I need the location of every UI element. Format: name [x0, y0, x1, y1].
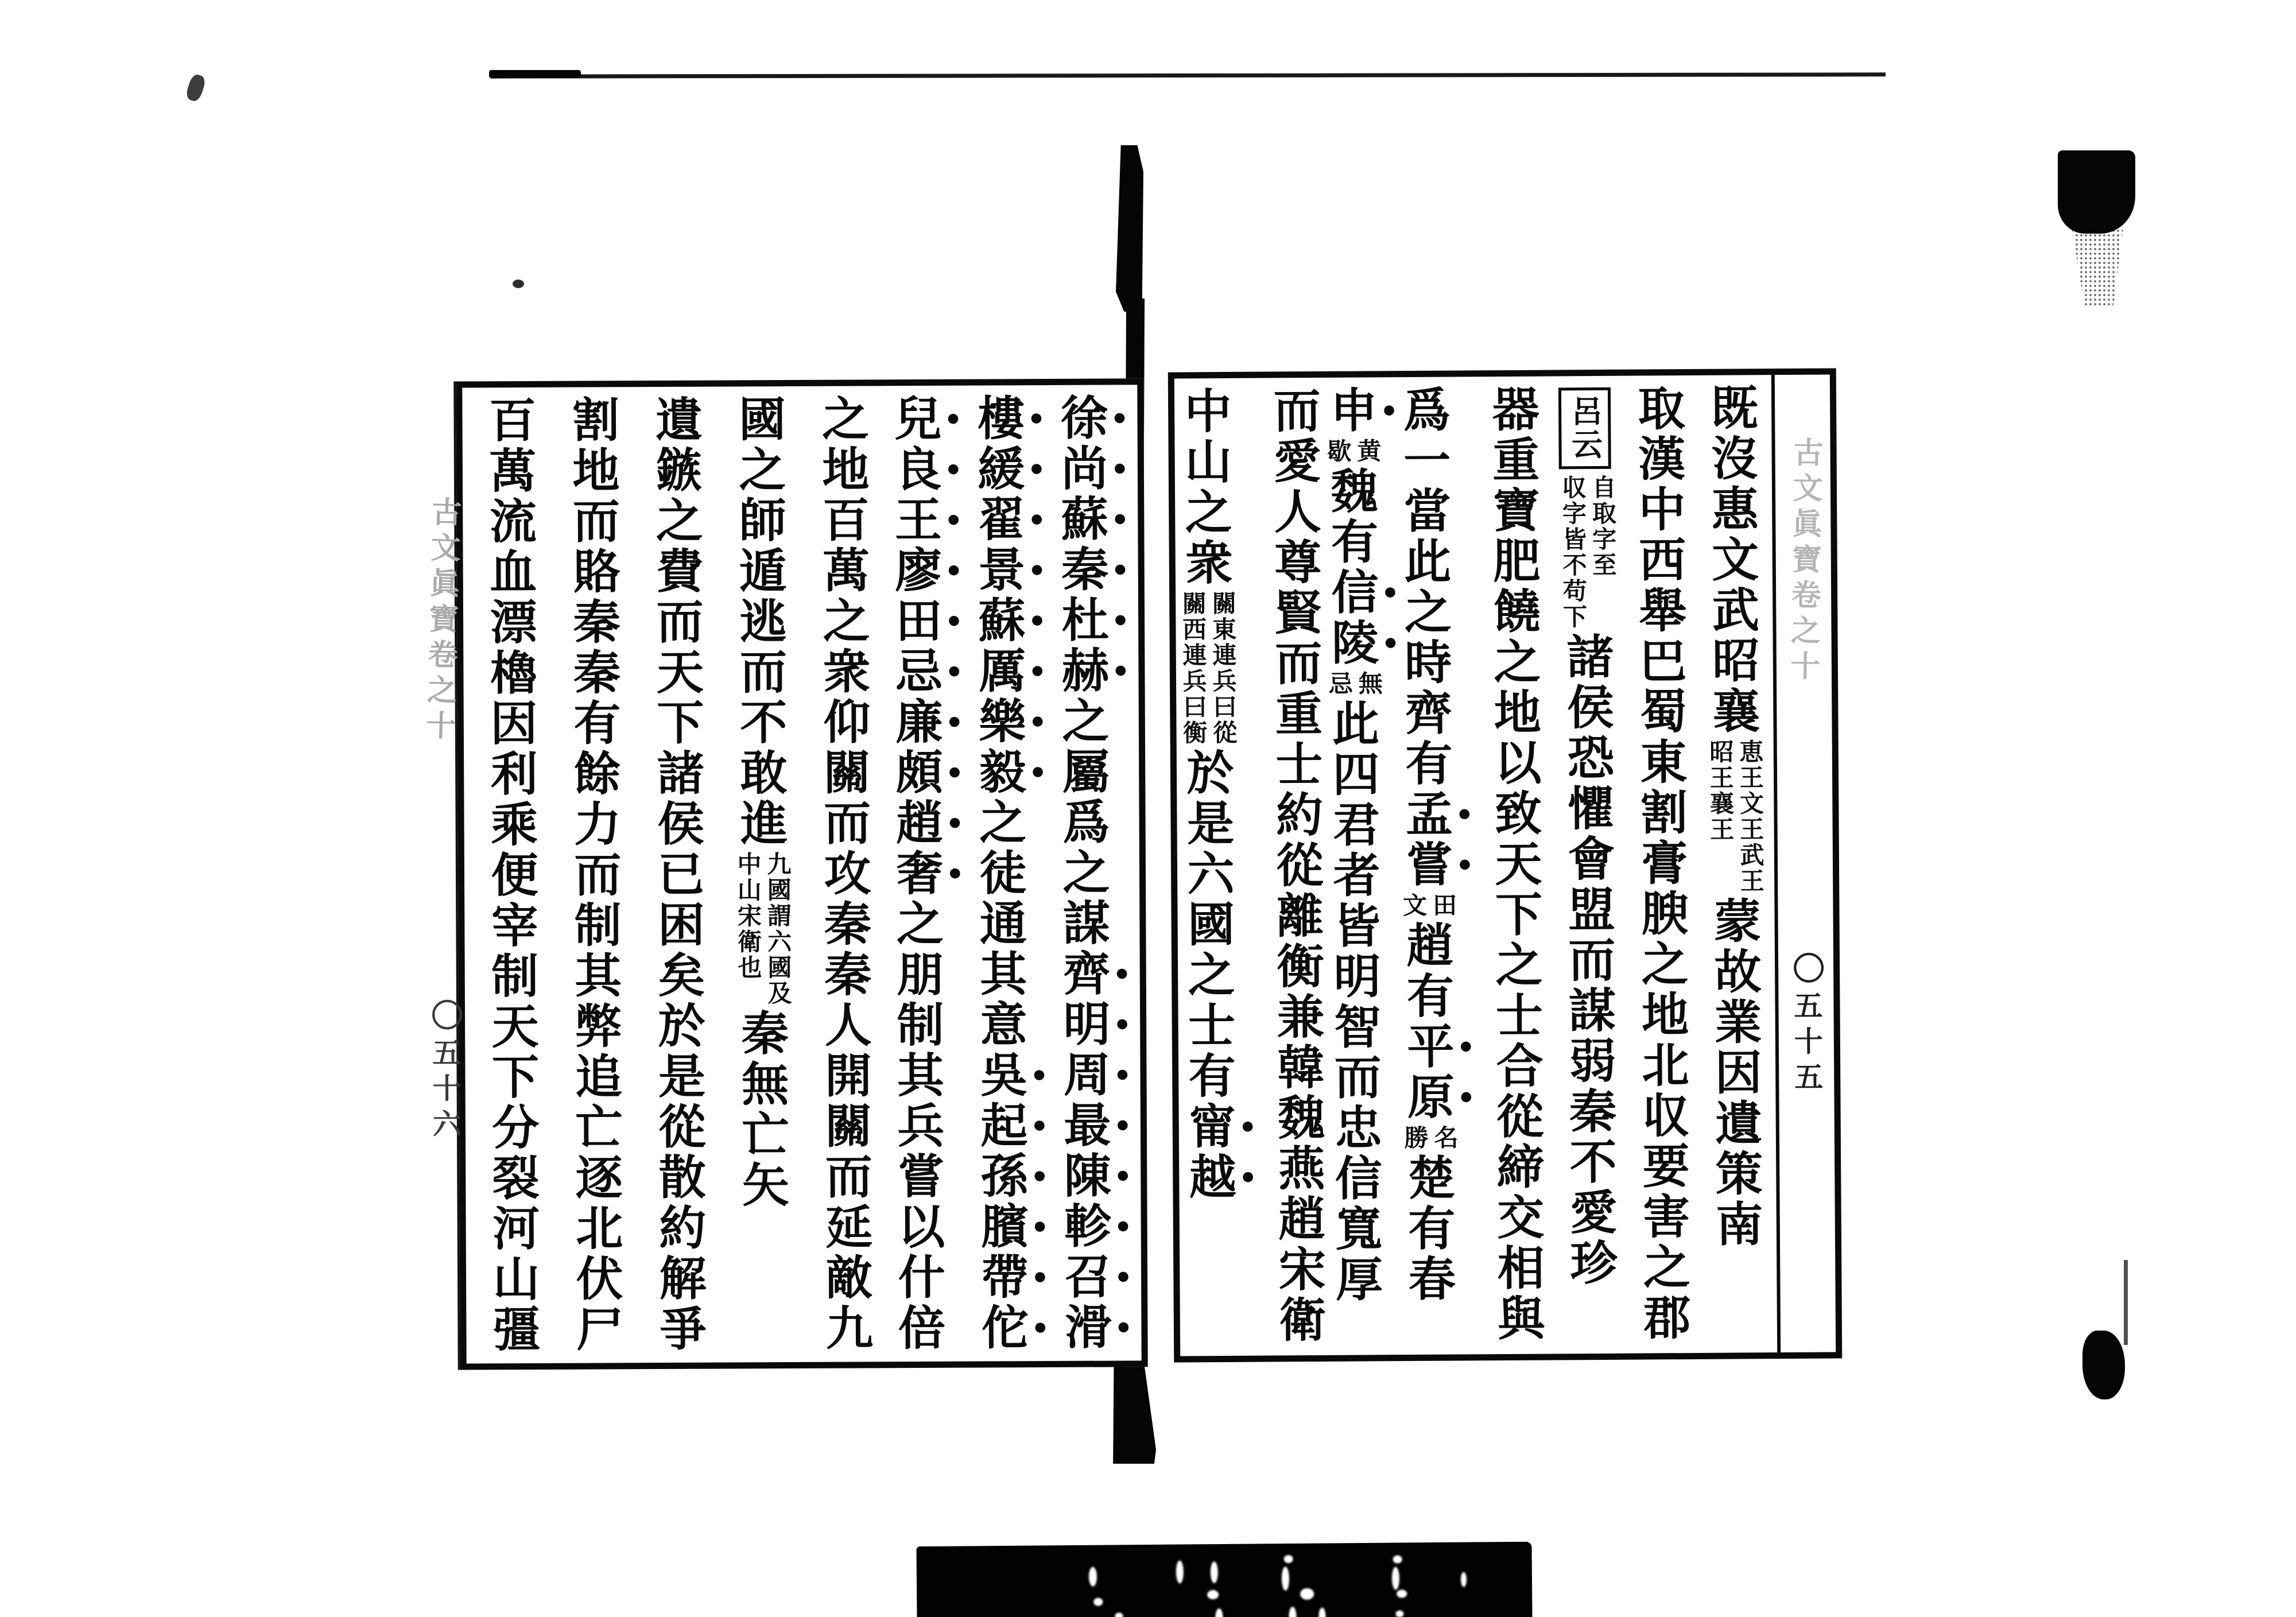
- right-page: [1168, 368, 1843, 1362]
- text-run: 於是六國之士有: [1180, 747, 1235, 1102]
- text-column: [1049, 393, 1137, 1353]
- text-column: [550, 395, 637, 1355]
- text-column: [1475, 385, 1554, 1347]
- illegible-numeral-fragment: [1395, 1611, 1403, 1617]
- interlinear-gloss: [732, 851, 792, 1006]
- interlinear-gloss: [1704, 739, 1765, 894]
- illegible-numeral-fragment: [1176, 1561, 1184, 1584]
- emphasized-name-run: 召滑: [1057, 1251, 1111, 1353]
- text-run: 割地而賂秦秦有餘力而制其弊追亡逐北伏尸: [565, 395, 622, 1355]
- left-page-number: [421, 998, 468, 1144]
- emphasized-name-run: 王廖: [888, 494, 941, 596]
- gloss-right-line: 名: [1430, 1124, 1457, 1151]
- text-column: [633, 395, 720, 1355]
- illegible-numeral-fragment: [1284, 1555, 1293, 1563]
- gloss-right-line: 自取字至: [1588, 474, 1616, 579]
- emphasized-name-run: 吳起: [974, 1050, 1027, 1151]
- left-page-margin-strip: [420, 382, 463, 1370]
- illegible-numeral-fragment: [1397, 1590, 1407, 1598]
- right-page-text-frame: [1168, 368, 1843, 1362]
- emphasized-name-run: 齊明: [1056, 948, 1110, 1050]
- scan-smudge-right-top-speckle: [2065, 228, 2130, 306]
- text-run: 爲一當此之時齊有: [1396, 385, 1452, 790]
- text-column: [1256, 386, 1335, 1348]
- right-margin-book-title: 古文眞寶卷之十: [1785, 436, 1822, 687]
- emphasized-name-run: 孟嘗: [1399, 789, 1452, 891]
- interlinear-gloss: [1399, 1125, 1459, 1151]
- gloss-left-line: 文: [1399, 892, 1426, 919]
- emphasized-name-run: 趙奢: [889, 797, 943, 899]
- text-run: 楚有春: [1401, 1153, 1455, 1305]
- text-run: 而愛人尊賢而重士約從離衡兼韓魏燕趙宋衛: [1266, 385, 1325, 1346]
- illegible-numeral-fragment: [1393, 1556, 1402, 1564]
- gloss-right-line: 黄: [1353, 438, 1380, 464]
- text-column: [716, 394, 804, 1355]
- left-page-number-text: 五十六: [428, 1037, 461, 1145]
- emphasized-name-run: 甯越: [1182, 1101, 1235, 1203]
- emphasized-name-run: 信陵: [1324, 567, 1378, 669]
- scan-smudge-right-top: [2058, 150, 2135, 234]
- left-page: [420, 378, 1148, 1370]
- gloss-left-line: 忌: [1325, 670, 1352, 697]
- interlinear-gloss: [1557, 475, 1618, 630]
- left-page-text-frame: [456, 378, 1148, 1370]
- interlinear-gloss: [1177, 591, 1238, 746]
- illegible-numeral-fragment: [1461, 1572, 1467, 1587]
- emphasized-name-run: 蘇厲: [971, 595, 1025, 697]
- gloss-right-line: 九國謂六國及: [763, 851, 791, 1007]
- emphasized-name-run: 周最: [1057, 1049, 1110, 1151]
- emphasized-name-run: 申: [1323, 385, 1376, 436]
- illegible-numeral-fragment: [1318, 1608, 1325, 1617]
- emphasized-name-run: 樓緩: [971, 393, 1024, 495]
- text-run: 百萬流血漂櫓因利乘便宰制天下分裂河山彊: [482, 395, 539, 1356]
- interlinear-gloss: [1398, 893, 1457, 919]
- text-run: 諸侯恐懼會盟而謀弱秦不愛珍: [1560, 631, 1616, 1289]
- emphasized-name-run: 樂毅: [972, 696, 1025, 798]
- text-column: [1621, 383, 1700, 1345]
- text-run: 器重寶肥饒之地以致天下之士合從締交相與: [1485, 384, 1544, 1345]
- emphasized-name-run: 廉頗: [889, 696, 942, 798]
- gloss-right-line: 關東連兵曰從: [1208, 590, 1236, 746]
- right-page-margin-strip: [1775, 375, 1836, 1353]
- gloss-right-line: 無: [1355, 670, 1382, 697]
- page-number-circle-icon: 〇: [1787, 951, 1824, 991]
- gloss-right-line: 恵王文王武王: [1736, 739, 1763, 894]
- gloss-left-line: 収字皆不苟下: [1558, 475, 1587, 630]
- text-run: 遺鏃之費而天下諸侯已困矣於是從散約解爭: [649, 394, 705, 1355]
- left-margin-book-title: 古文眞寶卷之十: [420, 495, 460, 746]
- interlinear-gloss: [1322, 438, 1382, 464]
- emphasized-name-run: 蘇秦: [1054, 494, 1107, 595]
- right-page-number: [1783, 952, 1830, 1098]
- text-run: 之徒通其意: [972, 797, 1026, 1050]
- binding-fold-shadow-top: [1116, 145, 1143, 312]
- emphasized-name-run: 帶佗: [974, 1252, 1027, 1354]
- scan-speck-left-page-top: [513, 280, 524, 288]
- text-run: 既沒惠文武昭襄: [1704, 383, 1759, 737]
- text-run: 取漢中西舉巴蜀東割膏腴之地北収要害之郡: [1631, 383, 1690, 1344]
- scan-streak-right-bottom: [2124, 1260, 2128, 1345]
- emphasized-name-run: 孫臏: [974, 1151, 1027, 1253]
- scan-smudge-right-bottom: [2082, 1331, 2125, 1399]
- interlinear-gloss: [1324, 670, 1383, 697]
- gloss-left-line: 中山宋衛也: [734, 851, 761, 981]
- boxed-commentator-mark: 呂云: [1558, 387, 1611, 470]
- text-run: 秦無亡矢: [735, 1009, 788, 1211]
- text-column: [800, 394, 887, 1354]
- emphasized-name-run: 杜赫: [1054, 595, 1108, 696]
- illegible-numeral-fragment: [1300, 1588, 1314, 1600]
- text-run: 中山之衆: [1177, 386, 1232, 589]
- text-run: 此四君者皆明智而忠信寬厚: [1325, 699, 1382, 1305]
- left-page-text-columns: [462, 385, 1141, 1363]
- text-column: [1694, 383, 1773, 1345]
- text-run: 之朋制其兵嘗以什倍: [890, 898, 944, 1354]
- gloss-left-line: 歇: [1324, 438, 1351, 464]
- gloss-right-line: 田: [1429, 892, 1456, 918]
- text-run: 趙有: [1399, 920, 1453, 1022]
- illegible-numeral-fragment: [1289, 1607, 1296, 1617]
- emphasized-name-run: 翟景: [971, 494, 1024, 596]
- gloss-left-line: 勝: [1401, 1124, 1428, 1151]
- emphasized-name-run: 田忌: [888, 595, 941, 697]
- text-column: [1396, 385, 1481, 1347]
- right-page-text-columns: [1174, 375, 1777, 1356]
- illegible-numeral-fragment: [1207, 1590, 1219, 1599]
- illegible-numeral-fragment: [1215, 1608, 1223, 1617]
- emphasized-name-run: 平原: [1400, 1021, 1453, 1123]
- text-run: 蒙故業因遺策南: [1707, 896, 1762, 1250]
- emphasized-name-run: 陳軫: [1057, 1150, 1110, 1252]
- illegible-numeral-fragment: [1089, 1567, 1097, 1587]
- emphasized-name-run: 徐尚: [1054, 393, 1107, 494]
- illegible-numeral-fragment: [1093, 1598, 1103, 1606]
- bottom-plate-illegible-stamp: [916, 1542, 1532, 1617]
- emphasized-name-run: 兒良: [887, 393, 941, 495]
- text-column: [1548, 384, 1627, 1346]
- text-column: [1177, 386, 1262, 1348]
- gloss-left-line: 昭王襄王: [1706, 739, 1733, 843]
- page-top-edge-shadow-dark: [489, 70, 581, 78]
- illegible-numeral-fragment: [1392, 1567, 1399, 1590]
- right-page-number-text: 五十五: [1790, 990, 1823, 1098]
- text-run: 魏有: [1324, 466, 1377, 568]
- gloss-left-line: 關西連兵曰衡: [1178, 591, 1207, 746]
- illegible-numeral-fragment: [1282, 1566, 1289, 1591]
- text-column: [467, 395, 554, 1356]
- text-run: 國之師遁逃而不敢進: [732, 394, 786, 850]
- text-run: 之地百萬之衆仰關而攻秦秦人開關而延敵九: [815, 394, 872, 1354]
- illegible-numeral-fragment: [1211, 1561, 1218, 1583]
- text-run: 之屬爲之謀: [1055, 696, 1109, 949]
- scan-speck-top-left: [185, 73, 207, 103]
- page-number-circle-icon: 〇: [426, 998, 463, 1038]
- page-top-edge-shadow: [491, 72, 1886, 78]
- illegible-numeral-fragment: [1115, 1612, 1123, 1617]
